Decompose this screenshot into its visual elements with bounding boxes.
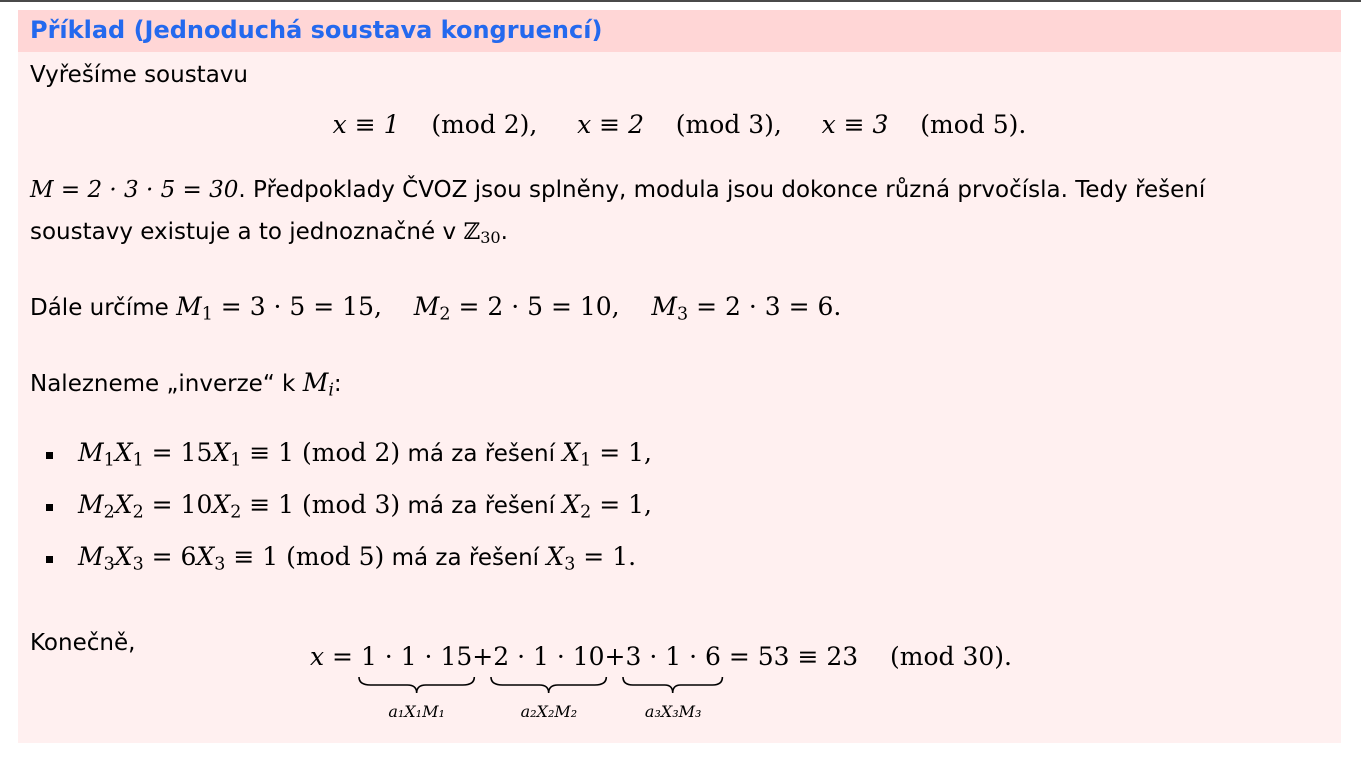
eq-2: x ≡ 2 bbox=[577, 110, 644, 139]
final-mod: (mod 30). bbox=[890, 642, 1012, 671]
mod-2: (mod 3), bbox=[675, 110, 782, 139]
paragraph-assumptions-line2: soustavy existuje a to jednoznačné v ℤ$_{30}$. bbox=[30, 219, 508, 248]
term-2: 2 · 1 · 10 a₂X₂M₂ bbox=[493, 642, 604, 672]
congruence-system bbox=[18, 110, 1341, 139]
m1-value: = 3 · 5 = 15, bbox=[220, 292, 382, 321]
underbrace-3 bbox=[623, 676, 722, 694]
bullet-item-2: $M_2X_2 = 10X_2 \equiv 1$ (mod 3) má za řešení $X_2 = 1$, bbox=[78, 490, 652, 523]
inverse-text: Nalezneme „inverze“ k bbox=[30, 371, 296, 397]
term-1: 1 · 1 · 15 a₁X₁M₁ bbox=[361, 642, 472, 672]
m-product: M = 2 · 3 · 5 = 30 bbox=[30, 177, 239, 203]
underbrace-label-2: a₂X₂M₂ bbox=[520, 702, 578, 721]
assumptions-text-2: soustavy existuje a to jednoznačné v bbox=[30, 219, 457, 245]
m-values-line: Dále určíme $M_1 = 3 \cdot 5 = 15$, $M_2 = 2 \cdot 5 = 10$, $M_3 = 2 \cdot 3 = 6$. bbox=[30, 292, 842, 325]
z30-symbol: ℤ$_{30}$ bbox=[463, 219, 501, 248]
paragraph-assumptions bbox=[30, 175, 1205, 205]
assumptions-text: . Předpoklady ČVOZ jsou splněny, modula jsou dokonce různá prvočísla. Tedy řešení bbox=[238, 177, 1206, 203]
underbrace-2 bbox=[491, 676, 606, 694]
bullet-marker-3 bbox=[46, 556, 53, 563]
underbrace-label-1: a₁X₁M₁ bbox=[388, 702, 445, 721]
m2-value: = 2 · 5 = 10, bbox=[458, 292, 620, 321]
example-block bbox=[18, 10, 1341, 743]
block-title: Příklad (Jednoduchá soustava kongruencí) bbox=[30, 16, 603, 44]
dale-text: Dále určíme bbox=[30, 295, 169, 321]
intro-text: Vyřešíme soustavu bbox=[30, 62, 248, 88]
top-rule bbox=[0, 0, 1361, 2]
bullet-item-3: $M_3X_3 = 6X_3 \equiv 1$ (mod 5) má za řešení $X_3 = 1$. bbox=[78, 542, 637, 575]
inverse-line: Nalezneme „inverze“ k $M_i$: bbox=[30, 368, 342, 401]
mod-3: (mod 5). bbox=[920, 110, 1027, 139]
eq-1: x ≡ 1 bbox=[332, 110, 400, 139]
term-3: 3 · 1 · 6 a₃X₃M₃ bbox=[625, 642, 720, 672]
finally-text: Konečně, bbox=[30, 630, 136, 656]
block-title-bar bbox=[18, 10, 1341, 52]
final-result: = 53 ≡ 23 bbox=[728, 642, 859, 671]
underbrace-1 bbox=[359, 676, 474, 694]
eq-3: x ≡ 3 bbox=[821, 110, 889, 139]
final-equation: x = 1 · 1 · 15 a₁X₁M₁ +2 · 1 · 10 a₂X₂M₂ +3 · 1 · 6 a₃X₃M₃ = 53 ≡ 23 (mod 30). bbox=[310, 642, 1012, 672]
bullet-marker-1 bbox=[46, 452, 53, 459]
underbrace-label-3: a₃X₃M₃ bbox=[644, 702, 702, 721]
mod-1: (mod 2), bbox=[431, 110, 538, 139]
bullet-item-1: $M_1X_1 = 15X_1 \equiv 1$ (mod 2) má za řešení $X_1 = 1$, bbox=[78, 438, 652, 471]
bullet-marker-2 bbox=[46, 504, 53, 511]
m3-value: = 2 · 3 = 6. bbox=[696, 292, 842, 321]
